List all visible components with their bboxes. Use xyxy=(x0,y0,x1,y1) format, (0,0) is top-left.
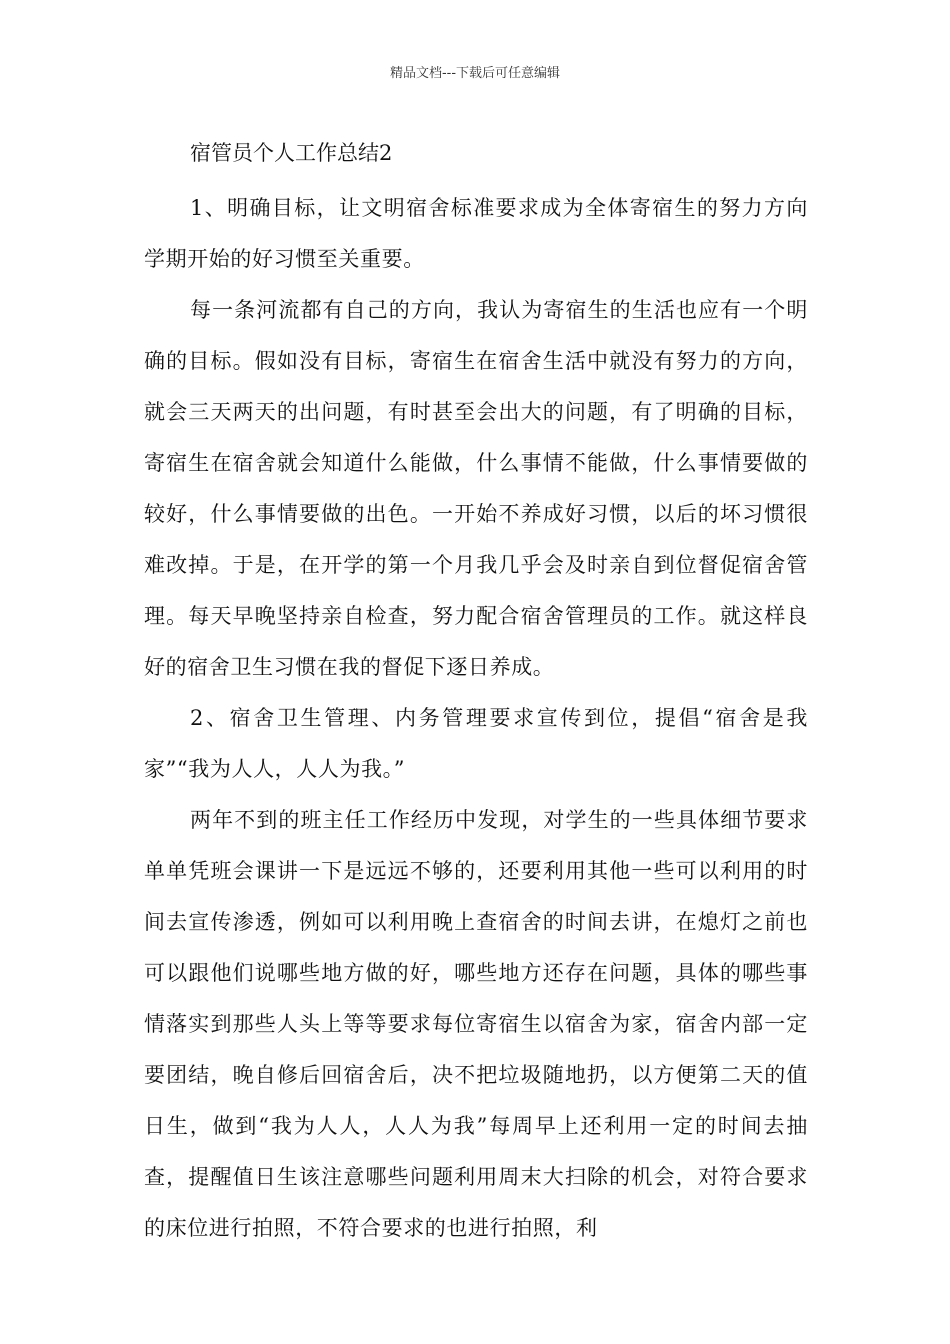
paragraph-1: 1、明确目标，让文明宿舍标准要求成为全体寄宿生的努力方向学期开始的好习惯至关重要。 xyxy=(144,196,808,271)
document-title: 宿管员个人工作总结2 xyxy=(190,141,393,165)
document-body xyxy=(144,132,808,1254)
page-header: 精品文档---下载后可任意编辑 xyxy=(389,66,561,81)
paragraph-4: 两年不到的班主任工作经历中发现，对学生的一些具体细节要求单单凭班会课讲一下是远远不够的，还要利用其他一些可以利用的时间去宣传渗透，例如可以利用晚上查宿舍的时间去讲，在熄灯之前也可以跟他们说哪些地方做的好，哪些地方还存在问题，具体的哪些事情落实到那些人头上等等要求每位寄宿生以宿舍为家，宿舍内部一定要团结，晚自修后回宿舍后，决不把垃圾随地扔，以方便第二天的值日生，做到“我为人人，人人为我”每周早上还利用一定的时间去抽查，提醒值日生该注意哪些问题利用周末大扫除的机会，对符合要求的床位进行拍照，不符合要求的也进行拍照，利 xyxy=(144,808,808,1240)
paragraph-3: 2、宿舍卫生管理、内务管理要求宣传到位，提倡“宿舍是我家”“我为人人，人人为我。” xyxy=(144,706,808,781)
paragraph-2: 每一条河流都有自己的方向，我认为寄宿生的生活也应有一个明确的目标。假如没有目标，寄宿生在宿舍生活中就没有努力的方向，就会三天两天的出问题，有时甚至会出大的问题，有了明确的目标，寄宿生在宿舍就会知道什么能做，什么事情不能做，什么事情要做的较好，什么事情要做的出色。一开始不养成好习惯，以后的坏习惯很难改掉。于是，在开学的第一个月我几乎会及时亲自到位督促宿舍管理。每天早晚坚持亲自检查，努力配合宿舍管理员的工作。就这样良好的宿舍卫生习惯在我的督促下逐日养成。 xyxy=(144,298,808,679)
